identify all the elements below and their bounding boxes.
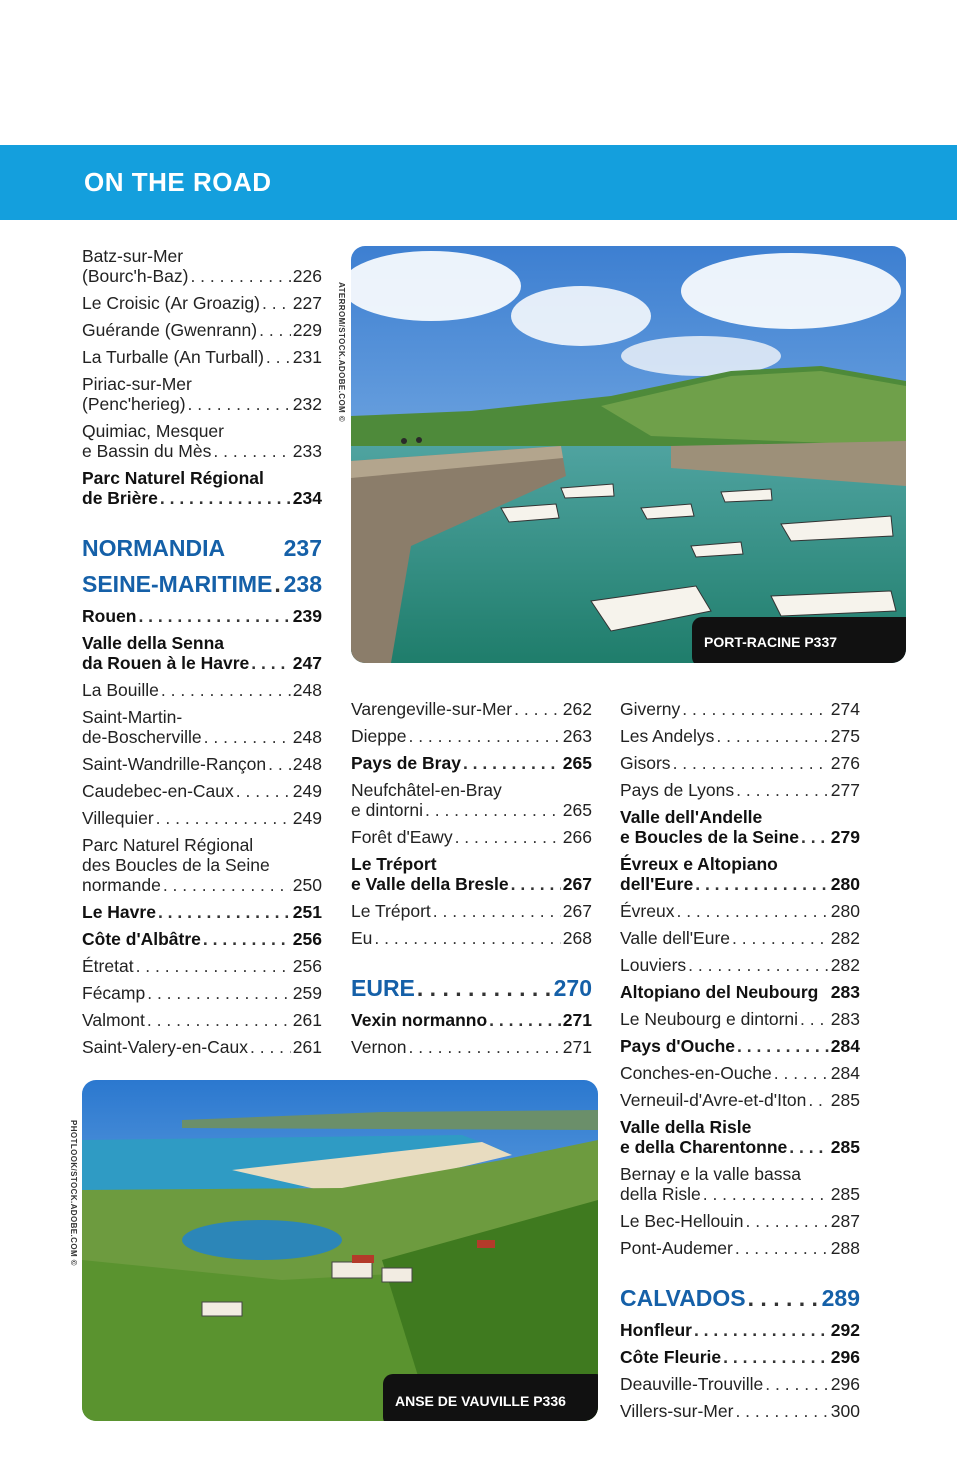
dot-leader — [251, 653, 291, 673]
toc-entry — [351, 1010, 592, 1030]
toc-entry — [351, 854, 592, 894]
dot-leader — [250, 1037, 291, 1057]
toc-page-number: 268 — [562, 928, 592, 948]
toc-page-number: 231 — [292, 347, 322, 367]
toc-entry-title-line: Quimiac, Mesquer — [82, 421, 224, 441]
toc-entry-title: Vexin normanno — [351, 1010, 488, 1030]
toc-entry-title: Verneuil-d'Avre-et-d'Iton — [620, 1090, 807, 1110]
toc-entry-title: Le Tréport — [351, 901, 431, 921]
toc-entry — [82, 680, 322, 700]
toc-entry — [82, 421, 322, 461]
dot-leader — [511, 874, 561, 894]
toc-entry-title-line: Batz-sur-Mer — [82, 246, 184, 266]
toc-entry-title: Dieppe — [351, 726, 407, 746]
dot-leader — [236, 781, 291, 801]
toc-entry — [82, 468, 322, 508]
dot-leader — [455, 827, 561, 847]
toc-entry — [351, 827, 592, 847]
dot-leader — [688, 955, 829, 975]
toc-entry-title: Le Bec-Hellouin — [620, 1211, 744, 1231]
toc-entry-title-line: Neufchâtel-en-Bray — [351, 780, 502, 800]
toc-entry-title: CALVADOS — [620, 1285, 746, 1311]
toc-page-number: 265 — [562, 800, 592, 820]
dot-leader — [268, 754, 291, 774]
toc-page-number: 227 — [292, 293, 322, 313]
toc-entry-title: Saint-Wandrille-Rançon — [82, 754, 267, 774]
toc-entry — [82, 835, 322, 895]
toc-column-1 — [82, 246, 322, 1064]
dot-leader — [682, 699, 829, 719]
toc-entry-title: EURE — [351, 975, 415, 1001]
section-banner — [0, 145, 957, 220]
toc-entry-title: Altopiano del Neubourg — [620, 982, 819, 1002]
toc-entry-title: della Risle — [620, 1184, 701, 1204]
toc-page-number: 283 — [830, 1009, 860, 1029]
toc-entry-title-line: des Boucles de la Seine — [82, 855, 270, 875]
toc-entry-title: Villers-sur-Mer — [620, 1401, 734, 1421]
dot-leader — [204, 727, 291, 747]
toc-entry-title: e Bassin du Mès — [82, 441, 212, 461]
toc-entry — [351, 753, 592, 773]
toc-entry-title: Les Andelys — [620, 726, 715, 746]
toc-entry-title: Guérande (Gwenrann) — [82, 320, 258, 340]
dot-leader — [748, 1284, 820, 1312]
toc-entry — [82, 983, 322, 1003]
toc-entry — [82, 707, 322, 747]
dot-leader — [735, 1401, 828, 1421]
toc-page-number: 256 — [292, 929, 322, 949]
dot-leader — [694, 1320, 829, 1340]
toc-entry-title: Conches-en-Ouche — [620, 1063, 772, 1083]
toc-page-number: 296 — [830, 1347, 860, 1367]
toc-entry — [620, 1117, 860, 1157]
toc-page-number: 285 — [830, 1090, 860, 1110]
toc-page-number: 234 — [292, 488, 322, 508]
toc-entry-title: dell'Eure — [620, 874, 694, 894]
harbour-image — [351, 246, 906, 663]
toc-entry — [351, 974, 592, 1002]
toc-entry-title: e della Charentonne — [620, 1137, 788, 1157]
toc-entry-title: Louviers — [620, 955, 687, 975]
toc-entry-title: Côte Fleurie — [620, 1347, 722, 1367]
photo-credit-top: ATERROM/STOCK.ADOBE.COM © — [337, 282, 346, 423]
toc-entry — [82, 246, 322, 286]
dot-leader — [213, 441, 290, 461]
toc-entry-title: Rouen — [82, 606, 137, 626]
toc-entry-title: Le Neubourg e dintorni — [620, 1009, 799, 1029]
toc-entry-title: Deauville-Trouville — [620, 1374, 764, 1394]
toc-page-number: 259 — [292, 983, 322, 1003]
photo-caption-port-racine: PORT-RACINE P337 — [692, 617, 906, 663]
toc-entry — [620, 699, 860, 719]
toc-entry-title-line: Parc Naturel Régional — [82, 468, 264, 488]
toc-entry-title: Eu — [351, 928, 373, 948]
photo-port-racine — [351, 246, 906, 663]
dot-leader — [161, 680, 291, 700]
toc-entry — [620, 726, 860, 746]
photo-caption-anse-de-vauville: ANSE DE VAUVILLE P336 — [383, 1374, 598, 1421]
toc-page-number: 279 — [830, 827, 860, 847]
toc-entry — [620, 1009, 860, 1029]
toc-entry — [620, 1036, 860, 1056]
dot-leader — [737, 1036, 829, 1056]
photo-credit-bottom: PHOTLOOK/STOCK.ADOBE.COM © — [69, 1120, 78, 1266]
dot-leader — [259, 320, 291, 340]
toc-entry — [620, 901, 860, 921]
toc-entry — [82, 293, 322, 313]
toc-page-number: 282 — [830, 928, 860, 948]
toc-page-number: 296 — [830, 1374, 860, 1394]
toc-page-number: 232 — [292, 394, 322, 414]
toc-page-number: 262 — [562, 699, 592, 719]
toc-page-number: 256 — [292, 956, 322, 976]
toc-page-number: 239 — [292, 606, 322, 626]
dot-leader — [800, 1009, 829, 1029]
toc-entry-title-line: Évreux e Altopiano — [620, 854, 778, 874]
toc-entry-title: Saint-Valery-en-Caux — [82, 1037, 248, 1057]
toc-entry — [351, 1037, 592, 1057]
toc-entry — [620, 1238, 860, 1258]
toc-page-number: 265 — [562, 753, 592, 773]
toc-entry-title-line: Parc Naturel Régional — [82, 835, 254, 855]
toc-entry — [82, 534, 322, 562]
dot-leader — [374, 928, 560, 948]
toc-page-number: 271 — [562, 1010, 592, 1030]
dot-leader — [489, 1010, 561, 1030]
dot-leader — [723, 1347, 829, 1367]
toc-entry — [620, 753, 860, 773]
photo-anse-de-vauville — [82, 1080, 598, 1421]
toc-page-number: 276 — [830, 753, 860, 773]
toc-entry — [82, 347, 322, 367]
toc-entry — [82, 374, 322, 414]
toc-entry-title: La Turballe (An Turball) — [82, 347, 264, 367]
toc-entry-title: normande — [82, 875, 161, 895]
toc-page-number: 249 — [292, 781, 322, 801]
toc-entry-title: Pont-Audemer — [620, 1238, 733, 1258]
toc-page-number: 284 — [830, 1036, 860, 1056]
toc-page-number: 288 — [830, 1238, 860, 1258]
toc-entry — [620, 1063, 860, 1083]
toc-page-number: 263 — [562, 726, 592, 746]
toc-page-number: 280 — [830, 901, 860, 921]
dot-leader — [463, 753, 561, 773]
toc-entry-title: e Valle della Bresle — [351, 874, 509, 894]
toc-page-number: 284 — [830, 1063, 860, 1083]
dot-leader — [417, 974, 552, 1002]
toc-entry-title: Caudebec-en-Caux — [82, 781, 234, 801]
dot-leader — [190, 266, 290, 286]
toc-entry — [351, 780, 592, 820]
dot-leader — [716, 726, 828, 746]
dot-leader — [732, 928, 829, 948]
dot-leader — [673, 753, 829, 773]
toc-page-number: 271 — [562, 1037, 592, 1057]
dot-leader — [262, 293, 291, 313]
toc-page-number: 300 — [830, 1401, 860, 1421]
toc-entry-title: Étretat — [82, 956, 134, 976]
dot-leader — [433, 901, 561, 921]
dot-leader — [735, 1238, 829, 1258]
toc-page-number: 229 — [292, 320, 322, 340]
toc-entry — [82, 570, 322, 598]
toc-entry — [351, 726, 592, 746]
toc-entry-title: Vernon — [351, 1037, 407, 1057]
toc-entry-title: Gisors — [620, 753, 671, 773]
toc-page-number: 277 — [830, 780, 860, 800]
toc-entry-title: Forêt d'Eawy — [351, 827, 453, 847]
dot-leader — [408, 1037, 560, 1057]
toc-entry-title: (Penc'herieg) — [82, 394, 186, 414]
toc-entry — [82, 606, 322, 626]
toc-page-number: 238 — [283, 571, 322, 597]
toc-page-number: 282 — [830, 955, 860, 975]
toc-entry-title-line: Valle della Senna — [82, 633, 225, 653]
toc-entry-title: Fécamp — [82, 983, 146, 1003]
toc-entry-title: La Bouille — [82, 680, 159, 700]
toc-entry — [620, 1284, 860, 1312]
toc-page-number: 292 — [830, 1320, 860, 1340]
dot-leader — [158, 902, 291, 922]
toc-page-number: 267 — [562, 874, 592, 894]
toc-entry-title: Pays d'Ouche — [620, 1036, 736, 1056]
toc-entry-title: Giverny — [620, 699, 681, 719]
toc-page-number: 261 — [292, 1010, 322, 1030]
toc-entry-title: NORMANDIA — [82, 535, 226, 561]
toc-entry-title-line: Valle dell'Andelle — [620, 807, 763, 827]
toc-entry-title: Évreux — [620, 901, 675, 921]
toc-page-number: 275 — [830, 726, 860, 746]
toc-entry — [620, 955, 860, 975]
toc-entry-title-line: Bernay e la valle bassa — [620, 1164, 801, 1184]
toc-entry-title: Varengeville-sur-Mer — [351, 699, 513, 719]
toc-entry-title: Valmont — [82, 1010, 145, 1030]
toc-entry-title: Pays de Lyons — [620, 780, 735, 800]
dot-leader — [408, 726, 560, 746]
toc-entry-title: da Rouen à le Havre — [82, 653, 250, 673]
toc-entry-title-line: Piriac-sur-Mer — [82, 374, 192, 394]
dot-leader — [188, 394, 291, 414]
toc-entry-title: Côte d'Albâtre — [82, 929, 201, 949]
toc-page-number: 261 — [292, 1037, 322, 1057]
toc-entry — [82, 808, 322, 828]
section-title: ON THE ROAD — [84, 167, 272, 197]
dot-leader — [138, 606, 290, 626]
dot-leader — [703, 1184, 829, 1204]
toc-entry — [620, 1090, 860, 1110]
toc-page-number: 267 — [562, 901, 592, 921]
toc-page-number: 283 — [830, 982, 860, 1002]
toc-column-2 — [351, 699, 592, 1064]
toc-entry — [620, 1401, 860, 1421]
dot-leader — [774, 1063, 829, 1083]
toc-entry-title: Villequier — [82, 808, 154, 828]
toc-entry-title-line: Valle della Risle — [620, 1117, 752, 1137]
toc-page-number: 285 — [830, 1184, 860, 1204]
dot-leader — [808, 1090, 828, 1110]
toc-page-number: 248 — [292, 727, 322, 747]
toc-entry — [351, 928, 592, 948]
toc-page-number: 274 — [830, 699, 860, 719]
dot-leader — [789, 1137, 829, 1157]
toc-page-number: 249 — [292, 808, 322, 828]
toc-entry — [620, 1374, 860, 1394]
toc-entry-title: Honfleur — [620, 1320, 692, 1340]
toc-page-number: 280 — [830, 874, 860, 894]
toc-entry-title: Le Havre — [82, 902, 156, 922]
toc-page-number: 287 — [830, 1211, 860, 1231]
toc-page-number: 237 — [283, 535, 322, 561]
toc-page-number: 250 — [292, 875, 322, 895]
toc-entry — [620, 1164, 860, 1204]
toc-entry — [620, 807, 860, 847]
toc-page-number: 285 — [830, 1137, 860, 1157]
toc-entry — [351, 699, 592, 719]
dot-leader — [203, 929, 291, 949]
toc-page-number: 266 — [562, 827, 592, 847]
dot-leader — [514, 699, 561, 719]
toc-entry-title: e Boucles de la Seine — [620, 827, 799, 847]
toc-page-number: 270 — [553, 975, 592, 1001]
dot-leader — [425, 800, 561, 820]
toc-entry — [82, 781, 322, 801]
toc-entry-title: de-Boscherville — [82, 727, 202, 747]
toc-page-number: 251 — [292, 902, 322, 922]
toc-entry — [620, 1320, 860, 1340]
toc-entry-title-line: Saint-Martin- — [82, 707, 183, 727]
toc-entry-title: Pays de Bray — [351, 753, 461, 773]
toc-entry — [82, 1010, 322, 1030]
toc-entry — [82, 320, 322, 340]
toc-entry — [351, 901, 592, 921]
toc-page-number: 248 — [292, 680, 322, 700]
dot-leader — [736, 780, 829, 800]
toc-entry-title: Valle dell'Eure — [620, 928, 731, 948]
dot-leader — [274, 570, 281, 598]
dot-leader — [746, 1211, 829, 1231]
toc-entry-title: e dintorni — [351, 800, 423, 820]
coast-image — [82, 1080, 598, 1421]
toc-page-number: 248 — [292, 754, 322, 774]
dot-leader — [695, 874, 829, 894]
toc-entry-title: (Bourc'h-Baz) — [82, 266, 189, 286]
dot-leader — [163, 875, 291, 895]
dot-leader — [676, 901, 828, 921]
dot-leader — [801, 827, 829, 847]
toc-entry — [82, 754, 322, 774]
toc-page-number: 226 — [292, 266, 322, 286]
toc-entry — [620, 1347, 860, 1367]
toc-page-number: 247 — [292, 653, 322, 673]
toc-page-number: 289 — [821, 1285, 860, 1311]
toc-entry-title: SEINE-MARITIME — [82, 571, 273, 597]
toc-entry — [82, 1037, 322, 1057]
dot-leader — [136, 956, 291, 976]
toc-entry — [620, 780, 860, 800]
toc-column-3 — [620, 699, 860, 1428]
dot-leader — [765, 1374, 829, 1394]
dot-leader — [160, 488, 291, 508]
toc-entry — [82, 633, 322, 673]
toc-entry — [620, 1211, 860, 1231]
toc-entry — [620, 854, 860, 894]
toc-entry-title: de Brière — [82, 488, 158, 508]
toc-page-number: 233 — [292, 441, 322, 461]
toc-entry — [82, 902, 322, 922]
toc-entry-title: Le Croisic (Ar Groazig) — [82, 293, 260, 313]
dot-leader — [156, 808, 291, 828]
toc-entry-title-line: Le Tréport — [351, 854, 437, 874]
dot-leader — [147, 983, 291, 1003]
dot-leader — [147, 1010, 291, 1030]
toc-entry — [620, 928, 860, 948]
toc-entry — [620, 982, 860, 1002]
toc-entry — [82, 929, 322, 949]
toc-entry — [82, 956, 322, 976]
dot-leader — [266, 347, 291, 367]
